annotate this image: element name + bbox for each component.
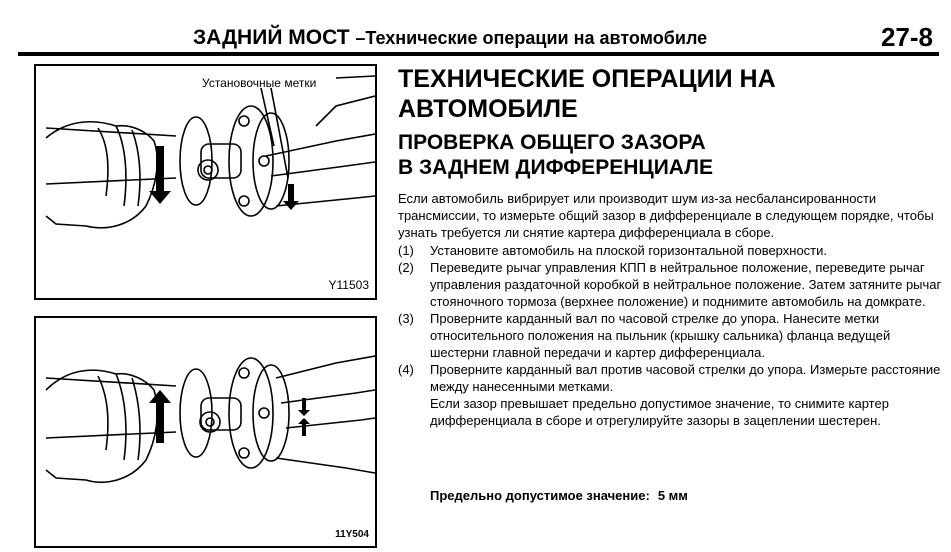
- step-1: [398, 242, 943, 259]
- figure-2-illustration: [36, 318, 375, 546]
- figure-1-label: Y11503: [328, 278, 369, 292]
- spec-line: [430, 488, 688, 503]
- step-number: (2): [398, 260, 414, 275]
- intro-paragraph: Если автомобиль вибрирует или производит шум из-за несбалансированности трансмиссии, то измерьте общий зазор в дифференциале в следующем порядке, чтобы узнать требуется ли снятие картера дифференциала в сборе.: [398, 191, 934, 240]
- step-number: (3): [398, 311, 414, 326]
- step-3: [398, 310, 943, 361]
- main-title-line2: АВТОМОБИЛЕ: [398, 95, 578, 123]
- step-text-group: [430, 361, 943, 429]
- spec-value: 5 мм: [657, 488, 688, 503]
- main-title: [398, 64, 776, 124]
- header-subtitle: –Технические операции на автомобиле: [355, 28, 708, 48]
- header-rule: [18, 52, 939, 56]
- figure-2: [34, 316, 377, 548]
- header-title: [193, 26, 707, 50]
- step-text: Проверните карданный вал по часовой стрелке до упора. Нанесите метки относительного положения на пыльник (крышку сальника) фланца ведущей шестерни главной передачи и картер дифференциала.: [430, 311, 891, 360]
- step-4: [398, 361, 943, 429]
- step-number: (4): [398, 362, 414, 377]
- page-number: 27-8: [880, 22, 933, 52]
- step-text: Проверните карданный вал против часовой стрелки до упора. Измерьте расстояние между нанесенными метками.: [430, 362, 941, 394]
- step-text: Переведите рычаг управления КПП в нейтральное положение, переведите рычаг управления раздаточной коробкой в нейтральное положение. Затем затяните рычаг стояночного тормоза (верхнее положение) и поднимите автомобиль на домкрате.: [430, 260, 942, 309]
- section-subtitle: [398, 130, 713, 180]
- step-text-continued: Если зазор превышает предельно допустимое значение, то снимите картер дифференциала в сборе и отрегулируйте зазоры в зацеплении шестерен.: [430, 396, 889, 428]
- step-number: (1): [398, 243, 414, 258]
- header-section: ЗАДНИЙ МОСТ: [193, 26, 350, 49]
- step-2: [398, 259, 943, 310]
- figure-1: [34, 64, 377, 300]
- section-subtitle-line2: В ЗАДНЕМ ДИФФЕРЕНЦИАЛЕ: [398, 156, 713, 179]
- figure-1-callout: Установочные метки: [202, 76, 317, 90]
- steps-list: [398, 242, 943, 429]
- spec-label: Предельно допустимое значение:: [430, 488, 650, 503]
- step-text: Установите автомобиль на плоской горизонтальной поверхности.: [430, 243, 828, 258]
- section-subtitle-line1: ПРОВЕРКА ОБЩЕГО ЗАЗОРА: [398, 131, 706, 154]
- figure-2-label: 11Y504: [335, 529, 369, 540]
- main-title-line1: ТЕХНИЧЕСКИЕ ОПЕРАЦИИ НА: [398, 65, 776, 93]
- figure-1-illustration: [36, 66, 375, 298]
